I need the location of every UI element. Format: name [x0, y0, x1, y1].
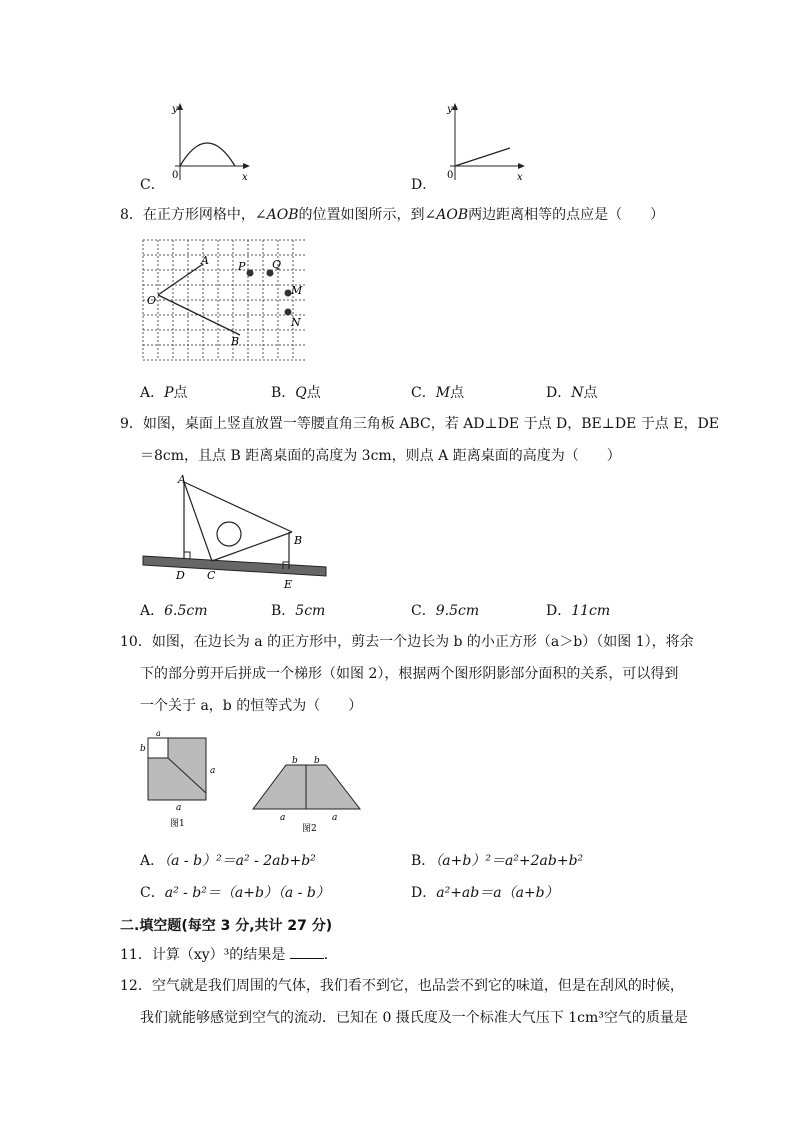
q12-line1-text: 空气就是我们周围的气体，我们看不到它，也品尝不到它的味道，但是在刮风的时候，: [151, 978, 684, 994]
q8-angle-2: ∠AOB: [424, 207, 469, 223]
q7-d-axis-x: x: [517, 172, 523, 183]
q8-text-2: 的位置如图所示，到: [298, 207, 425, 223]
q7-d-axis-y: y: [447, 104, 453, 115]
q9-option-c[interactable]: [411, 601, 479, 621]
q9-label-a: A: [178, 473, 186, 486]
q10-option-d[interactable]: [411, 883, 559, 903]
section-2-heading: [120, 915, 332, 935]
q7-c-origin: 0: [172, 170, 179, 181]
q8-option-b[interactable]: [271, 383, 321, 403]
q10-option-b-letter: B．: [411, 853, 436, 869]
q8-option-a[interactable]: [140, 383, 188, 403]
q10-option-b-value: （a+b）²＝a²+2ab+b²: [435, 853, 584, 869]
q10-stem-line2: 下的部分剪开后拼成一个梯形（如图 2），根据两个图形阴影部分面积的关系，可以得到: [140, 666, 679, 682]
q8-text-3: 两边距离相等的点应是（ ）: [468, 207, 665, 223]
q8-figure: [135, 232, 315, 372]
q11-answer-blank[interactable]: [290, 944, 324, 959]
q8-angle-1: ∠AOB: [254, 207, 299, 223]
q8-label-p: P: [238, 260, 246, 273]
q8-text-1: 在正方形网格中，: [142, 207, 255, 223]
q7-c-label: C．: [140, 177, 165, 193]
q8-option-b-suffix: 点: [306, 385, 321, 401]
q10-option-c[interactable]: [140, 883, 330, 903]
q8-label-n: N: [291, 316, 301, 329]
q9-stem-line1: [120, 414, 719, 434]
q12-number: 12．: [120, 978, 152, 994]
q9-option-d[interactable]: [546, 601, 610, 621]
q9-stem-line2: ＝8cm，且点 B 距离桌面的高度为 3cm，则点 A 距离桌面的高度为（ ）: [140, 448, 621, 464]
question-11: [120, 944, 338, 965]
q10-fig2-caption: 图2: [302, 824, 317, 834]
q9-option-a-letter: A．: [140, 603, 165, 619]
q10-stem-line3: 一个关于 a，b 的恒等式为（ ）: [140, 698, 363, 714]
q10-stem-line1: [120, 632, 694, 652]
q7-c-axis-x: x: [242, 172, 248, 183]
q7-c-graph: [160, 100, 255, 185]
q10-fig2-b-right: b: [314, 756, 320, 766]
q9-option-c-letter: C．: [411, 603, 436, 619]
q10-fig2-b-left: b: [292, 756, 298, 766]
q8-option-d-value: N: [571, 385, 584, 401]
q11-number: 11．: [120, 947, 152, 963]
q8-option-c-value: M: [435, 385, 451, 401]
q9-option-a[interactable]: [140, 601, 208, 621]
q10-option-d-value: a²+ab＝a（a+b）: [436, 885, 559, 901]
q9-option-b[interactable]: [271, 601, 325, 621]
q8-label-q: Q: [272, 258, 282, 271]
q8-number: 8．: [120, 207, 143, 223]
q7-d-label: D．: [411, 177, 437, 193]
q8-label-m: M: [291, 284, 303, 297]
q9-option-d-letter: D．: [546, 603, 572, 619]
q8-label-o: O: [147, 294, 157, 307]
q10-fig1-b-top: a: [156, 729, 161, 738]
q11-text: 计算（xy）³的结果是: [151, 947, 286, 963]
q10-figure-1: [138, 728, 228, 830]
q10-option-c-value: a² - b²＝（a+b）（a - b）: [164, 885, 330, 901]
q9-number: 9．: [120, 416, 143, 432]
q10-fig2-a-right: a: [332, 813, 338, 823]
q8-stem: [120, 205, 664, 225]
q8-option-a-value: P: [164, 385, 174, 401]
q8-option-b-value: Q: [295, 385, 307, 401]
q10-number: 10．: [120, 634, 152, 650]
q8-label-b: B: [231, 335, 240, 348]
q9-option-c-value: 9.5cm: [435, 603, 480, 619]
q8-option-d[interactable]: [546, 383, 597, 403]
q10-line1-text: 如图，在边长为 a 的正方形中，剪去一个边长为 b 的小正方形（a＞b）（如图 1），将余: [151, 634, 694, 650]
q8-option-c[interactable]: [411, 383, 464, 403]
q8-option-b-letter: B．: [271, 385, 296, 401]
q12-line2: 我们就能够感觉到空气的流动．已知在 0 摄氏度及一个标准大气压下 1cm³空气的质量是: [140, 1010, 688, 1026]
q9-label-b: B: [294, 534, 303, 547]
section-2-title: 二.填空题(每空 3 分,共计 27 分): [120, 918, 333, 934]
q10-fig1-a-bottom: a: [176, 803, 182, 813]
q10-option-c-letter: C．: [140, 885, 165, 901]
q8-option-d-letter: D．: [546, 385, 572, 401]
q8-label-a: A: [201, 254, 209, 267]
q9-option-d-value: 11cm: [571, 603, 611, 619]
q9-label-e: E: [284, 578, 293, 591]
q7-d-origin: 0: [447, 170, 454, 181]
q9-option-b-value: 5cm: [295, 603, 326, 619]
q10-option-a-letter: A．: [140, 853, 165, 869]
q10-option-b[interactable]: [411, 851, 583, 871]
q8-option-a-suffix: 点: [173, 385, 188, 401]
q10-option-a-value: （a - b）²＝a² - 2ab+b²: [164, 853, 316, 869]
q10-fig2-a-left: a: [280, 813, 286, 823]
q10-option-d-letter: D．: [411, 885, 437, 901]
q8-option-c-suffix: 点: [450, 385, 465, 401]
q10-fig1-a-right: a: [210, 766, 216, 776]
q9-label-c: C: [207, 569, 216, 582]
q9-line1-text: 如图，桌面上竖直放置一等腰直角三角板 ABC，若 AD⊥DE 于点 D，BE⊥DE 于点 E，DE: [142, 416, 719, 432]
q9-option-a-value: 6.5cm: [164, 603, 208, 619]
q8-option-d-suffix: 点: [583, 385, 598, 401]
q12-line1: [120, 976, 684, 996]
q11-end: ．: [323, 947, 338, 963]
q7-d-graph: [435, 100, 530, 185]
q10-option-a[interactable]: [140, 851, 316, 871]
q9-figure: [140, 472, 335, 592]
q10-figure-2: [248, 755, 368, 835]
q8-option-a-letter: A．: [140, 385, 165, 401]
q10-fig1-caption: 图1: [170, 819, 185, 829]
q10-fig1-b-left: b: [140, 744, 146, 754]
q8-option-c-letter: C．: [411, 385, 436, 401]
q9-option-b-letter: B．: [271, 603, 296, 619]
q7-c-axis-y: y: [172, 104, 178, 115]
q9-label-d: D: [176, 569, 185, 582]
